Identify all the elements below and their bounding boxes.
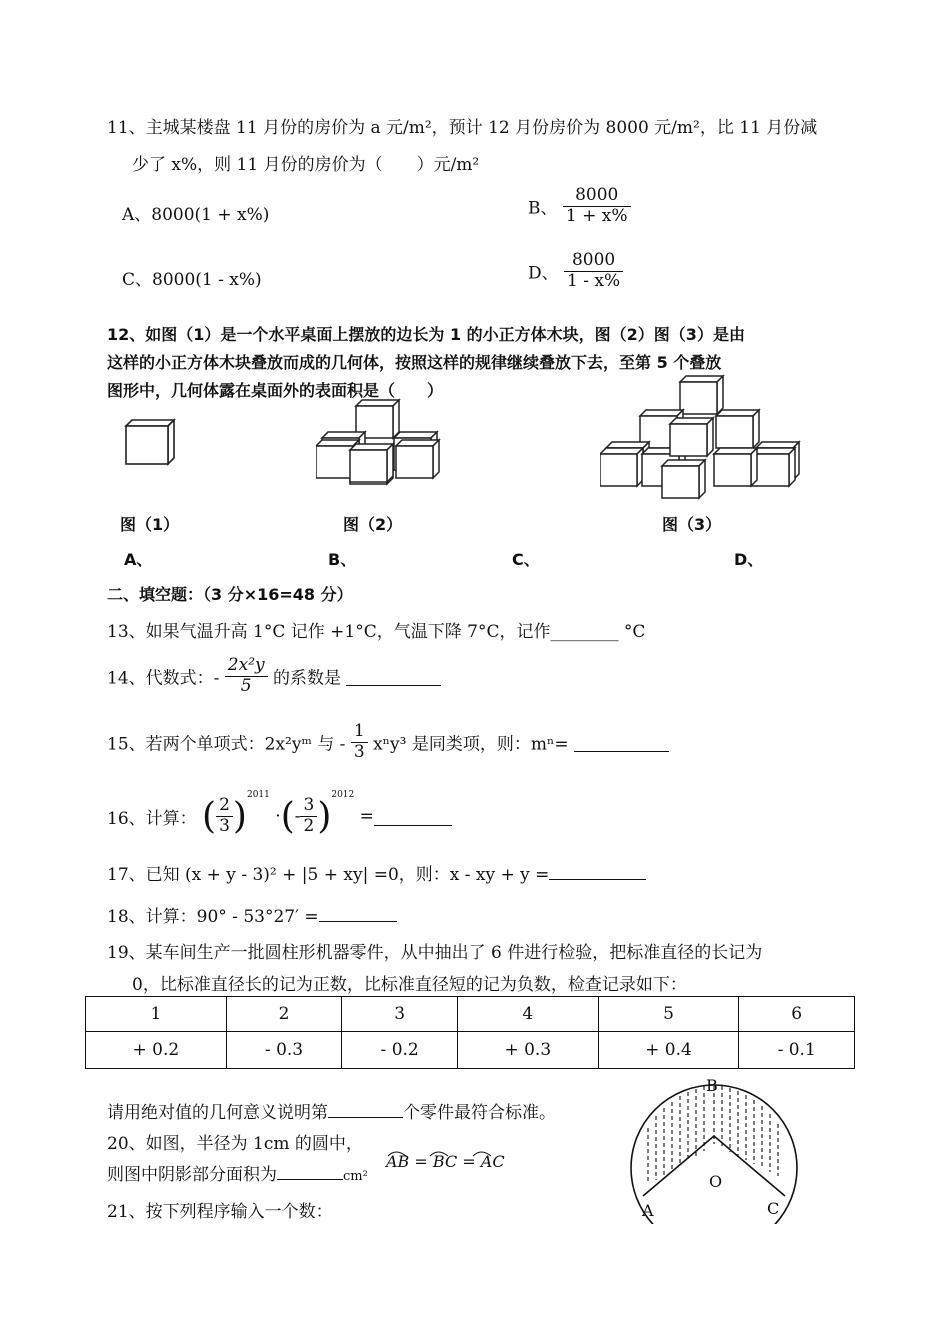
table-cell: + 0.2 — [86, 1032, 227, 1069]
table-header-cell: 1 — [86, 997, 227, 1032]
q20-line2 — [107, 1160, 368, 1185]
q19-line2: 0，比标准直径长的记为正数，比标准直径短的记为负数，检查记录如下： — [132, 975, 687, 995]
figure-1-label: 图（1） — [120, 515, 180, 534]
q17-answer-blank[interactable] — [549, 861, 646, 880]
table-cell: - 0.1 — [739, 1032, 855, 1069]
circle-label-o: O — [709, 1172, 723, 1191]
q14-numerator: 2x²y — [225, 656, 268, 677]
q20-arc-equation: AB = BC = AC — [386, 1152, 505, 1171]
q15-prefix: 15、若两个单项式：2x²yᵐ 与 - — [107, 734, 346, 755]
table-header-cell: 2 — [226, 997, 342, 1032]
table-header-row — [86, 997, 855, 1032]
q14-suffix: 的系数是 — [273, 668, 342, 689]
q18 — [107, 902, 397, 927]
q11-option-b-fraction — [563, 186, 631, 226]
q15-numerator: 1 — [351, 722, 368, 743]
q15 — [107, 722, 669, 762]
q11-option-d-fraction — [564, 251, 623, 291]
q19-after-suffix: 个零件最符合标准。 — [403, 1103, 556, 1123]
q20-line2-prefix: 则图中阴影部分面积为 — [107, 1165, 277, 1185]
q12-option-d: D、 — [734, 550, 764, 569]
q14 — [107, 656, 441, 696]
table-header-cell: 5 — [598, 997, 739, 1032]
q14-answer-blank[interactable] — [346, 667, 441, 686]
q15-suffix: xⁿy³ 是同类项，则：mⁿ= — [373, 734, 569, 755]
table-header-cell: 4 — [457, 997, 598, 1032]
q11-option-d-numerator: 8000 — [564, 251, 623, 272]
q11-option-d-label: D、 — [528, 263, 559, 284]
figure-2-label: 图（2） — [343, 515, 403, 534]
q16-prefix: 16、计算： — [107, 809, 197, 829]
q16-fraction-a-denominator: 3 — [219, 816, 230, 836]
figure-3-label: 图（3） — [662, 515, 722, 534]
table-cell: - 0.3 — [226, 1032, 342, 1069]
q12-option-a: A、 — [124, 550, 153, 569]
q11-option-b-label: B、 — [528, 198, 558, 219]
circle-label-a: A — [642, 1201, 654, 1220]
q20-unit: cm² — [343, 1169, 368, 1184]
figure-3-stack — [600, 372, 810, 504]
q13: 13、如果气温升高 1°C 记作 +1°C，气温下降 7°C，记作________ °C — [107, 622, 646, 642]
circle-label-c: C — [767, 1199, 780, 1218]
q20-answer-blank[interactable] — [277, 1161, 343, 1180]
q12-option-c: C、 — [512, 550, 540, 569]
q16-fraction-b-numerator: 3 — [300, 796, 317, 817]
table-cell: + 0.3 — [457, 1032, 598, 1069]
q11-option-d-denominator: 1 - x% — [567, 270, 621, 291]
q11-option-d — [528, 251, 623, 291]
table-header-cell: 3 — [342, 997, 458, 1032]
table-cell: + 0.4 — [598, 1032, 739, 1069]
q16-exponent-a: 2011 — [246, 790, 270, 800]
q12-line1: 12、如图（1）是一个水平桌面上摆放的边长为 1 的小正方体木块，图（2）图（3）是由 — [107, 325, 745, 344]
q21: 21、按下列程序输入一个数： — [107, 1202, 333, 1222]
q11-option-b-numerator: 8000 — [563, 186, 631, 207]
q16-suffix: = — [359, 806, 374, 827]
q16-fraction-a-numerator: 2 — [216, 796, 233, 817]
q20-arc-marks — [386, 1148, 506, 1158]
q20-circle-figure — [630, 1074, 810, 1224]
q15-fraction — [351, 722, 368, 762]
q11-line1: 11、主城某楼盘 11 月份的房价为 a 元/m²，预计 12 月份房价为 8000 元/m²，比 11 月份减 — [107, 118, 818, 138]
q14-prefix: 14、代数式：- — [107, 668, 220, 689]
section-2-heading: 二、填空题：（3 分×16=48 分） — [107, 585, 353, 604]
q11-option-a: A、8000(1 + x%) — [122, 205, 270, 225]
q11-option-c: C、8000(1 - x%) — [122, 270, 262, 290]
q15-denominator: 3 — [353, 741, 365, 762]
q11-option-b — [528, 186, 631, 226]
q14-fraction — [225, 656, 268, 696]
q16-answer-blank[interactable] — [374, 807, 452, 826]
q16-fraction-b-denominator: 2 — [303, 816, 315, 836]
inspection-record-table — [85, 996, 855, 1069]
q19-after-prefix: 请用绝对值的几何意义说明第 — [107, 1103, 328, 1123]
table-header-cell: 6 — [739, 997, 855, 1032]
figure-2-stack — [316, 398, 450, 486]
q16-fraction-b — [300, 796, 317, 836]
q18-answer-blank[interactable] — [319, 903, 397, 922]
circle-label-b: B — [706, 1076, 718, 1095]
q15-answer-blank[interactable] — [574, 733, 669, 752]
q16-fraction-a — [216, 796, 233, 836]
q19-answer-blank[interactable] — [328, 1099, 403, 1118]
q20-line1: 20、如图，半径为 1cm 的圆中， — [107, 1134, 363, 1154]
q12-line3: 图形中，几何体露在桌面外的表面积是（ ） — [107, 381, 444, 400]
q18-text: 18、计算：90° - 53°27′ = — [107, 907, 319, 927]
q16-exponent-b: 2012 — [331, 790, 355, 800]
q17 — [107, 860, 646, 885]
table-cell: - 0.2 — [342, 1032, 458, 1069]
q16: 16、计算： ( $\frac{2}{3}$ )$^{2011}$ ·(- $\frac{3}{2}$ )$^{2012}$ = — [107, 790, 452, 837]
q17-text: 17、已知 (x + y - 3)² + |5 + xy| =0，则：x - xy + y = — [107, 865, 550, 885]
table-row — [86, 1032, 855, 1069]
q14-denominator: 5 — [240, 675, 252, 696]
q11-option-b-denominator: 1 + x% — [565, 205, 628, 226]
q19-after — [107, 1098, 556, 1123]
q19-line1: 19、某车间生产一批圆柱形机器零件，从中抽出了 6 件进行检验，把标准直径的长记为 — [107, 943, 763, 963]
q11-line2: 少了 x%，则 11 月份的房价为（ ）元/m² — [132, 155, 480, 175]
q12-option-b: B、 — [328, 550, 357, 569]
q12-line2: 这样的小正方体木块叠放而成的几何体，按照这样的规律继续叠放下去，至第 5 个叠放 — [107, 353, 722, 372]
figure-1-cube — [118, 418, 182, 470]
